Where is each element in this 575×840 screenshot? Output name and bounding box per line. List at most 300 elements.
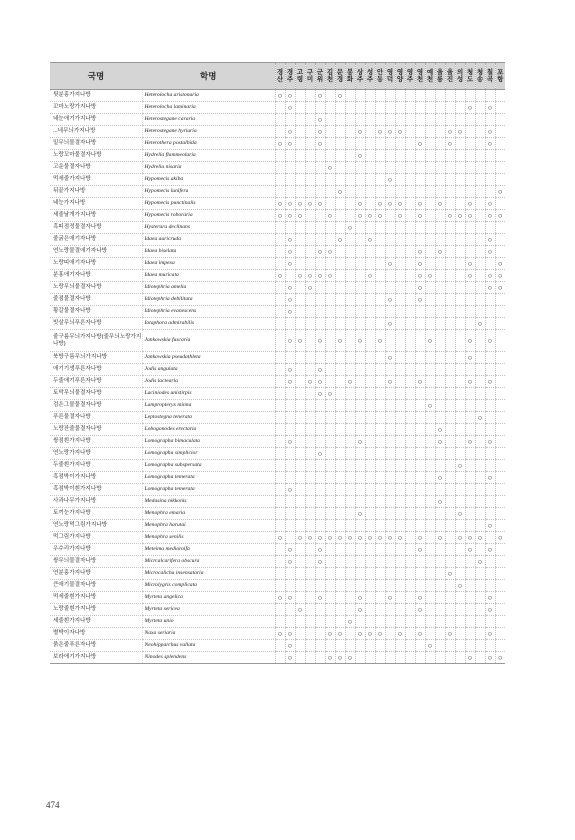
empty-cell: [285, 580, 295, 592]
empty-cell: [325, 508, 335, 520]
occurrence-mark: ○: [385, 592, 395, 604]
region-header-char: 산: [276, 76, 284, 83]
occurrence-mark: ○: [385, 294, 395, 306]
empty-cell: [275, 400, 285, 412]
region-header-char: 칠: [486, 69, 494, 76]
empty-cell: [415, 306, 425, 318]
empty-cell: [295, 496, 305, 508]
species-distribution-table: [50, 62, 505, 664]
occurrence-mark: ○: [465, 270, 475, 282]
occurrence-mark: ○: [285, 364, 295, 376]
table-row: [50, 628, 505, 640]
empty-cell: [405, 484, 415, 496]
empty-cell: [345, 628, 355, 640]
empty-cell: [465, 150, 475, 162]
region-header-char: 상: [356, 69, 364, 76]
empty-cell: [425, 294, 435, 306]
empty-cell: [335, 210, 345, 222]
empty-cell: [345, 568, 355, 580]
korean-name-cell: 세줄흰가지나방: [50, 616, 142, 628]
empty-cell: [485, 580, 495, 592]
empty-cell: [295, 306, 305, 318]
empty-cell: [345, 174, 355, 186]
empty-cell: [405, 616, 415, 628]
empty-cell: [475, 592, 485, 604]
empty-cell: [285, 400, 295, 412]
occurrence-mark: ○: [465, 210, 475, 222]
occurrence-mark: ○: [455, 532, 465, 544]
empty-cell: [485, 412, 495, 424]
empty-cell: [435, 306, 445, 318]
empty-cell: [475, 652, 485, 664]
empty-cell: [465, 126, 475, 138]
empty-cell: [395, 162, 405, 174]
empty-cell: [475, 90, 485, 102]
empty-cell: [275, 258, 285, 270]
table-row: [50, 508, 505, 520]
scientific-name-cell: Menophra harutai: [142, 520, 275, 532]
occurrence-mark: ○: [315, 198, 325, 210]
occurrence-mark: ○: [285, 210, 295, 222]
occurrence-mark: ○: [285, 198, 295, 210]
empty-cell: [435, 484, 445, 496]
empty-cell: [365, 460, 375, 472]
empty-cell: [445, 102, 455, 114]
empty-cell: [305, 436, 315, 448]
empty-cell: [415, 448, 425, 460]
occurrence-mark: ○: [445, 568, 455, 580]
occurrence-mark: ○: [395, 198, 405, 210]
empty-cell: [405, 448, 415, 460]
empty-cell: [445, 496, 455, 508]
empty-cell: [415, 484, 425, 496]
empty-cell: [405, 580, 415, 592]
occurrence-mark: ○: [465, 102, 475, 114]
region-header-char: 경: [286, 69, 294, 76]
occurrence-mark: ○: [345, 532, 355, 544]
empty-cell: [465, 412, 475, 424]
empty-cell: [295, 364, 305, 376]
empty-cell: [345, 424, 355, 436]
empty-cell: [325, 150, 335, 162]
empty-cell: [275, 508, 285, 520]
occurrence-mark: ○: [465, 352, 475, 364]
empty-cell: [445, 234, 455, 246]
occurrence-mark: ○: [475, 318, 485, 330]
empty-cell: [335, 364, 345, 376]
empty-cell: [325, 222, 335, 234]
korean-name-cell: 네눈가지나방: [50, 198, 142, 210]
empty-cell: [445, 162, 455, 174]
occurrence-mark: ○: [415, 294, 425, 306]
korean-name-cell: 보라애기가지나방: [50, 652, 142, 664]
occurrence-mark: ○: [315, 330, 325, 352]
empty-cell: [365, 162, 375, 174]
empty-cell: [355, 412, 365, 424]
empty-cell: [465, 114, 475, 126]
korean-name-cell: 먹세줄흰가지나방: [50, 592, 142, 604]
empty-cell: [465, 604, 475, 616]
empty-cell: [455, 294, 465, 306]
scientific-name-cell: Lampropteryx minna: [142, 400, 275, 412]
empty-cell: [335, 496, 345, 508]
empty-cell: [365, 436, 375, 448]
occurrence-mark: ○: [375, 198, 385, 210]
empty-cell: [395, 448, 405, 460]
empty-cell: [455, 282, 465, 294]
empty-cell: [395, 186, 405, 198]
occurrence-mark: ○: [345, 616, 355, 628]
empty-cell: [415, 640, 425, 652]
empty-cell: [425, 258, 435, 270]
empty-cell: [385, 520, 395, 532]
empty-cell: [395, 580, 405, 592]
empty-cell: [335, 556, 345, 568]
empty-cell: [385, 484, 395, 496]
empty-cell: [315, 628, 325, 640]
empty-cell: [425, 496, 435, 508]
region-header-char: 울: [446, 69, 454, 76]
occurrence-mark: ○: [435, 532, 445, 544]
empty-cell: [425, 604, 435, 616]
empty-cell: [475, 448, 485, 460]
empty-cell: [325, 294, 335, 306]
empty-cell: [295, 138, 305, 150]
empty-cell: [395, 604, 405, 616]
empty-cell: [455, 640, 465, 652]
empty-cell: [485, 364, 495, 376]
scientific-name-cell: Ninodes splendens: [142, 652, 275, 664]
empty-cell: [305, 330, 315, 352]
empty-cell: [465, 484, 475, 496]
scientific-name-cell: Heterolocha aristonaria: [142, 90, 275, 102]
region-header-char: 의: [456, 69, 464, 76]
region-header-char: 문: [336, 69, 344, 76]
occurrence-mark: ○: [275, 532, 285, 544]
table-row: [50, 376, 505, 388]
empty-cell: [495, 496, 505, 508]
empty-cell: [485, 460, 495, 472]
empty-cell: [465, 424, 475, 436]
empty-cell: [375, 306, 385, 318]
empty-cell: [275, 568, 285, 580]
empty-cell: [275, 150, 285, 162]
empty-cell: [405, 234, 415, 246]
empty-cell: [345, 556, 355, 568]
empty-cell: [405, 258, 415, 270]
empty-cell: [375, 460, 385, 472]
empty-cell: [465, 592, 475, 604]
empty-cell: [345, 138, 355, 150]
empty-cell: [295, 472, 305, 484]
empty-cell: [405, 460, 415, 472]
empty-cell: [435, 318, 445, 330]
empty-cell: [375, 484, 385, 496]
occurrence-mark: ○: [445, 210, 455, 222]
region-header: [375, 63, 385, 90]
empty-cell: [345, 580, 355, 592]
empty-cell: [355, 424, 365, 436]
empty-cell: [415, 234, 425, 246]
korean-name-cell: 네눈애기가지나방: [50, 114, 142, 126]
empty-cell: [405, 472, 415, 484]
empty-cell: [365, 376, 375, 388]
empty-cell: [295, 258, 305, 270]
empty-cell: [385, 400, 395, 412]
empty-cell: [425, 436, 435, 448]
empty-cell: [305, 448, 315, 460]
empty-cell: [285, 508, 295, 520]
empty-cell: [305, 556, 315, 568]
empty-cell: [395, 484, 405, 496]
empty-cell: [365, 508, 375, 520]
occurrence-mark: ○: [415, 138, 425, 150]
empty-cell: [395, 400, 405, 412]
empty-cell: [295, 376, 305, 388]
empty-cell: [305, 306, 315, 318]
empty-cell: [295, 246, 305, 258]
empty-cell: [395, 592, 405, 604]
occurrence-mark: ○: [435, 246, 445, 258]
empty-cell: [325, 616, 335, 628]
occurrence-mark: ○: [285, 102, 295, 114]
empty-cell: [345, 508, 355, 520]
empty-cell: [425, 282, 435, 294]
empty-cell: [415, 126, 425, 138]
empty-cell: [435, 330, 445, 352]
empty-cell: [315, 604, 325, 616]
region-header-char: 곡: [486, 76, 494, 83]
empty-cell: [305, 628, 315, 640]
occurrence-mark: ○: [395, 210, 405, 222]
empty-cell: [405, 352, 415, 364]
empty-cell: [405, 568, 415, 580]
empty-cell: [355, 400, 365, 412]
empty-cell: [495, 412, 505, 424]
occurrence-mark: ○: [475, 532, 485, 544]
empty-cell: [365, 604, 375, 616]
empty-cell: [365, 592, 375, 604]
empty-cell: [405, 102, 415, 114]
scientific-name-cell: Heterostegane hyriaria: [142, 126, 275, 138]
empty-cell: [375, 150, 385, 162]
empty-cell: [345, 640, 355, 652]
empty-cell: [465, 162, 475, 174]
empty-cell: [385, 472, 395, 484]
occurrence-mark: ○: [285, 628, 295, 640]
empty-cell: [295, 234, 305, 246]
empty-cell: [465, 246, 475, 258]
empty-cell: [475, 102, 485, 114]
occurrence-mark: ○: [315, 126, 325, 138]
empty-cell: [465, 294, 475, 306]
empty-cell: [445, 186, 455, 198]
empty-cell: [425, 556, 435, 568]
occurrence-mark: ○: [485, 330, 495, 352]
empty-cell: [415, 90, 425, 102]
empty-cell: [315, 186, 325, 198]
empty-cell: [455, 592, 465, 604]
occurrence-mark: ○: [315, 246, 325, 258]
empty-cell: [435, 580, 445, 592]
empty-cell: [315, 282, 325, 294]
empty-cell: [295, 640, 305, 652]
empty-cell: [355, 222, 365, 234]
empty-cell: [445, 472, 455, 484]
empty-cell: [455, 198, 465, 210]
empty-cell: [355, 352, 365, 364]
region-header: [355, 63, 365, 90]
empty-cell: [345, 448, 355, 460]
empty-cell: [355, 258, 365, 270]
empty-cell: [305, 234, 315, 246]
empty-cell: [365, 258, 375, 270]
empty-cell: [325, 424, 335, 436]
empty-cell: [325, 138, 335, 150]
empty-cell: [455, 270, 465, 282]
empty-cell: [335, 102, 345, 114]
korean-name-cell: 분홍애기자나방: [50, 270, 142, 282]
occurrence-mark: ○: [495, 258, 505, 270]
empty-cell: [365, 640, 375, 652]
occurrence-mark: ○: [385, 532, 395, 544]
empty-cell: [335, 604, 345, 616]
empty-cell: [465, 628, 475, 640]
empty-cell: [445, 604, 455, 616]
empty-cell: [425, 352, 435, 364]
occurrence-mark: ○: [425, 330, 435, 352]
empty-cell: [325, 258, 335, 270]
empty-cell: [435, 174, 445, 186]
empty-cell: [325, 640, 335, 652]
occurrence-mark: ○: [395, 126, 405, 138]
empty-cell: [335, 484, 345, 496]
empty-cell: [485, 532, 495, 544]
table-row: [50, 568, 505, 580]
empty-cell: [435, 616, 445, 628]
empty-cell: [325, 412, 335, 424]
scientific-name-cell: Neohipparchus vallata: [142, 640, 275, 652]
empty-cell: [445, 652, 455, 664]
occurrence-mark: ○: [465, 532, 475, 544]
empty-cell: [485, 294, 495, 306]
empty-cell: [475, 424, 485, 436]
korean-name-cell: 사과나무가지나방: [50, 496, 142, 508]
empty-cell: [305, 580, 315, 592]
table-row: [50, 652, 505, 664]
empty-cell: [305, 138, 315, 150]
empty-cell: [275, 364, 285, 376]
occurrence-mark: ○: [415, 532, 425, 544]
empty-cell: [375, 580, 385, 592]
empty-cell: [305, 652, 315, 664]
occurrence-mark: ○: [385, 258, 395, 270]
empty-cell: [335, 376, 345, 388]
empty-cell: [375, 162, 385, 174]
scientific-name-cell: Idiotephria debilitata: [142, 294, 275, 306]
region-header-char: 성: [366, 69, 374, 76]
region-header: [475, 63, 485, 90]
empty-cell: [325, 556, 335, 568]
empty-cell: [305, 102, 315, 114]
empty-cell: [445, 388, 455, 400]
empty-cell: [395, 246, 405, 258]
empty-cell: [435, 186, 445, 198]
empty-cell: [395, 508, 405, 520]
occurrence-mark: ○: [315, 532, 325, 544]
empty-cell: [435, 282, 445, 294]
empty-cell: [315, 652, 325, 664]
empty-cell: [395, 258, 405, 270]
korean-name-cell: 노랑띠애기자나방: [50, 258, 142, 270]
empty-cell: [355, 556, 365, 568]
empty-cell: [275, 330, 285, 352]
empty-cell: [375, 412, 385, 424]
occurrence-mark: ○: [315, 90, 325, 102]
empty-cell: [305, 174, 315, 186]
region-header: [385, 63, 395, 90]
empty-cell: [455, 306, 465, 318]
empty-cell: [385, 508, 395, 520]
empty-cell: [475, 222, 485, 234]
empty-cell: [315, 162, 325, 174]
occurrence-mark: ○: [375, 126, 385, 138]
occurrence-mark: ○: [385, 174, 395, 186]
scientific-name-cell: Heterostegane cararia: [142, 114, 275, 126]
empty-cell: [455, 412, 465, 424]
occurrence-mark: ○: [315, 270, 325, 282]
occurrence-mark: ○: [415, 210, 425, 222]
empty-cell: [445, 198, 455, 210]
empty-cell: [435, 150, 445, 162]
occurrence-mark: ○: [395, 532, 405, 544]
empty-cell: [495, 568, 505, 580]
empty-cell: [445, 258, 455, 270]
empty-cell: [355, 448, 365, 460]
occurrence-mark: ○: [315, 376, 325, 388]
empty-cell: [475, 352, 485, 364]
empty-cell: [375, 400, 385, 412]
empty-cell: [495, 448, 505, 460]
empty-cell: [395, 640, 405, 652]
empty-cell: [445, 640, 455, 652]
empty-cell: [305, 616, 315, 628]
empty-cell: [435, 460, 445, 472]
empty-cell: [385, 616, 395, 628]
empty-cell: [315, 174, 325, 186]
empty-cell: [335, 400, 345, 412]
occurrence-mark: ○: [465, 652, 475, 664]
empty-cell: [405, 592, 415, 604]
empty-cell: [335, 448, 345, 460]
empty-cell: [455, 484, 465, 496]
table-row: [50, 520, 505, 532]
empty-cell: [415, 580, 425, 592]
empty-cell: [285, 114, 295, 126]
occurrence-mark: ○: [435, 424, 445, 436]
empty-cell: [355, 472, 365, 484]
scientific-name-cell: Jankowskia fuscaria: [142, 330, 275, 352]
empty-cell: [355, 294, 365, 306]
empty-cell: [425, 114, 435, 126]
scientific-name-cell: Heterothera postalbida: [142, 138, 275, 150]
empty-cell: [495, 460, 505, 472]
region-header-char: 주: [286, 76, 294, 83]
empty-cell: [395, 436, 405, 448]
empty-cell: [295, 126, 305, 138]
occurrence-mark: ○: [305, 532, 315, 544]
empty-cell: [485, 222, 495, 234]
